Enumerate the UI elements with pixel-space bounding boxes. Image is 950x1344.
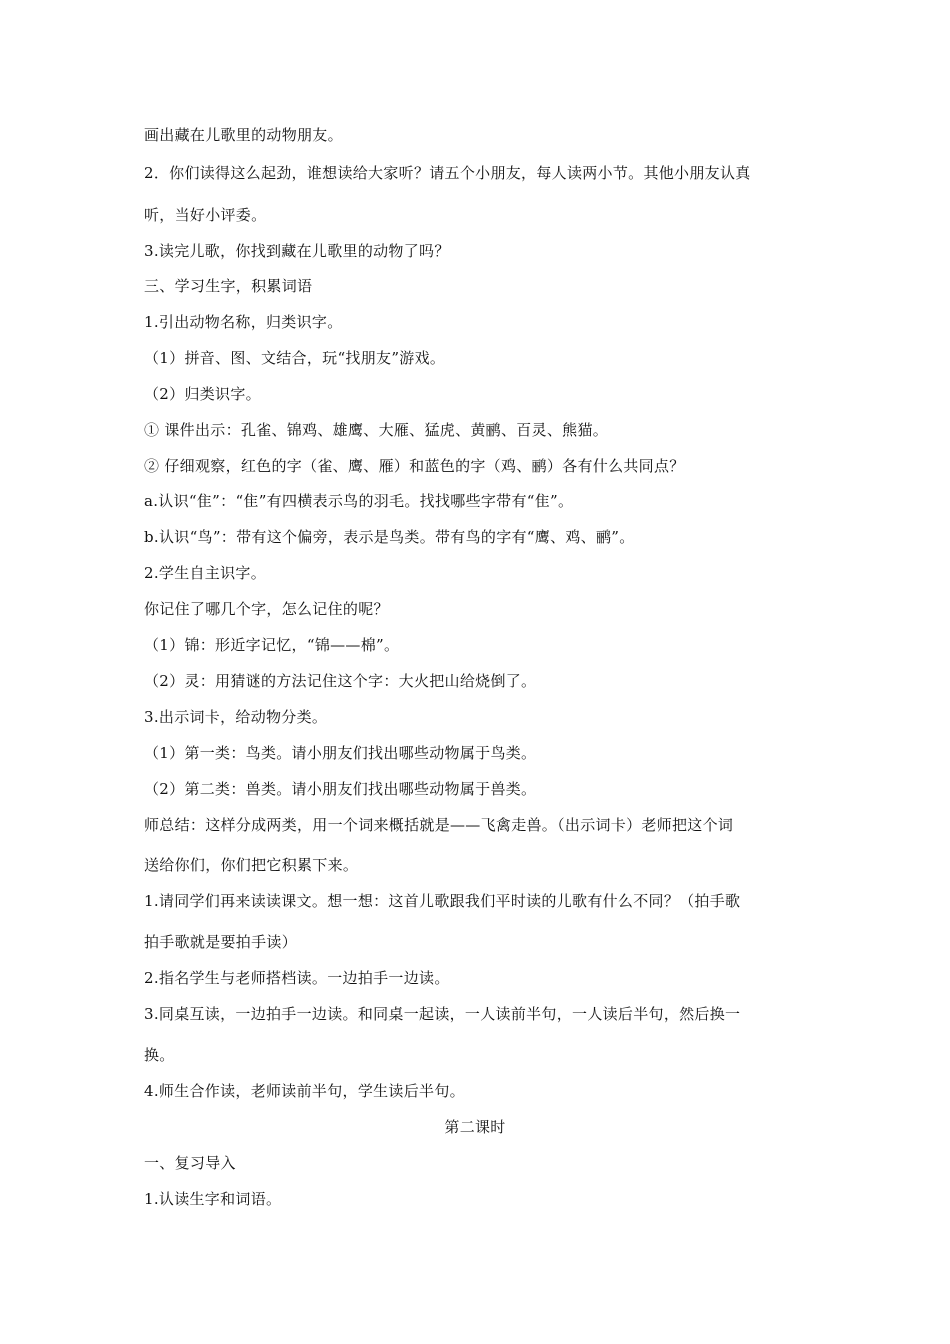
text-line: b.认识“鸟”：带有这个偏旁，表示是鸟类。带有鸟的字有“鹰、鸡、鹂”。 — [144, 528, 635, 546]
section-heading: 三、学习生字，积累词语 — [144, 277, 313, 295]
text-line: 送给你们，你们把它积累下来。 — [144, 856, 359, 874]
text-line: 你记住了哪几个字，怎么记住的呢？ — [144, 600, 389, 618]
text-line: 听，当好小评委。 — [144, 206, 267, 224]
text-line: （1）拼音、图、文结合，玩“找朋友”游戏。 — [144, 349, 446, 367]
text-line: a.认识“隹”：“隹”有四横表示鸟的羽毛。找找哪些字带有“隹”。 — [144, 492, 574, 510]
text-line: 拍手歌就是要拍手读） — [144, 933, 298, 951]
text-line: 3.读完儿歌，你找到藏在儿歌里的动物了吗？ — [144, 242, 450, 260]
text-line: 画出藏在儿歌里的动物朋友。 — [144, 126, 343, 144]
lesson-title: 第二课时 — [444, 1118, 506, 1136]
text-line: 2．你们读得这么起劲，谁想读给大家听？请五个小朋友，每人读两小节。其他小朋友认真 — [144, 164, 751, 182]
section-heading: 一、复习导入 — [144, 1154, 236, 1172]
text-line: 1.请同学们再来读读课文。想一想：这首儿歌跟我们平时读的儿歌有什么不同？（拍手歌 — [144, 892, 741, 910]
text-line: 2.学生自主识字。 — [144, 564, 267, 582]
text-line: 3.同桌互读，一边拍手一边读。和同桌一起读，一人读前半句，一人读后半句，然后换一 — [144, 1005, 741, 1023]
text-line: （2）灵：用猜谜的方法记住这个字：大火把山给烧倒了。 — [144, 672, 537, 690]
text-line: 2.指名学生与老师搭档读。一边拍手一边读。 — [144, 969, 450, 987]
text-line: 3.出示词卡，给动物分类。 — [144, 708, 328, 726]
text-line: 换。 — [144, 1046, 175, 1064]
text-line: （1）第一类：鸟类。请小朋友们找出哪些动物属于鸟类。 — [144, 744, 537, 762]
text-line: 1.引出动物名称，归类识字。 — [144, 313, 343, 331]
text-line: （2）第二类：兽类。请小朋友们找出哪些动物属于兽类。 — [144, 780, 537, 798]
text-line: （2）归类识字。 — [144, 385, 261, 403]
text-line: ① 课件出示：孔雀、锦鸡、雄鹰、大雁、猛虎、黄鹂、百灵、熊猫。 — [144, 421, 609, 439]
text-line: 师总结：这样分成两类，用一个词来概括就是——飞禽走兽。（出示词卡）老师把这个词 — [144, 816, 734, 834]
text-line: （1）锦：形近字记忆，“锦——棉”。 — [144, 636, 400, 654]
text-line: ② 仔细观察，红色的字（雀、鹰、雁）和蓝色的字（鸡、鹂）各有什么共同点？ — [144, 457, 685, 475]
text-line: 1.认读生字和词语。 — [144, 1190, 282, 1208]
text-line: 4.师生合作读，老师读前半句，学生读后半句。 — [144, 1082, 465, 1100]
